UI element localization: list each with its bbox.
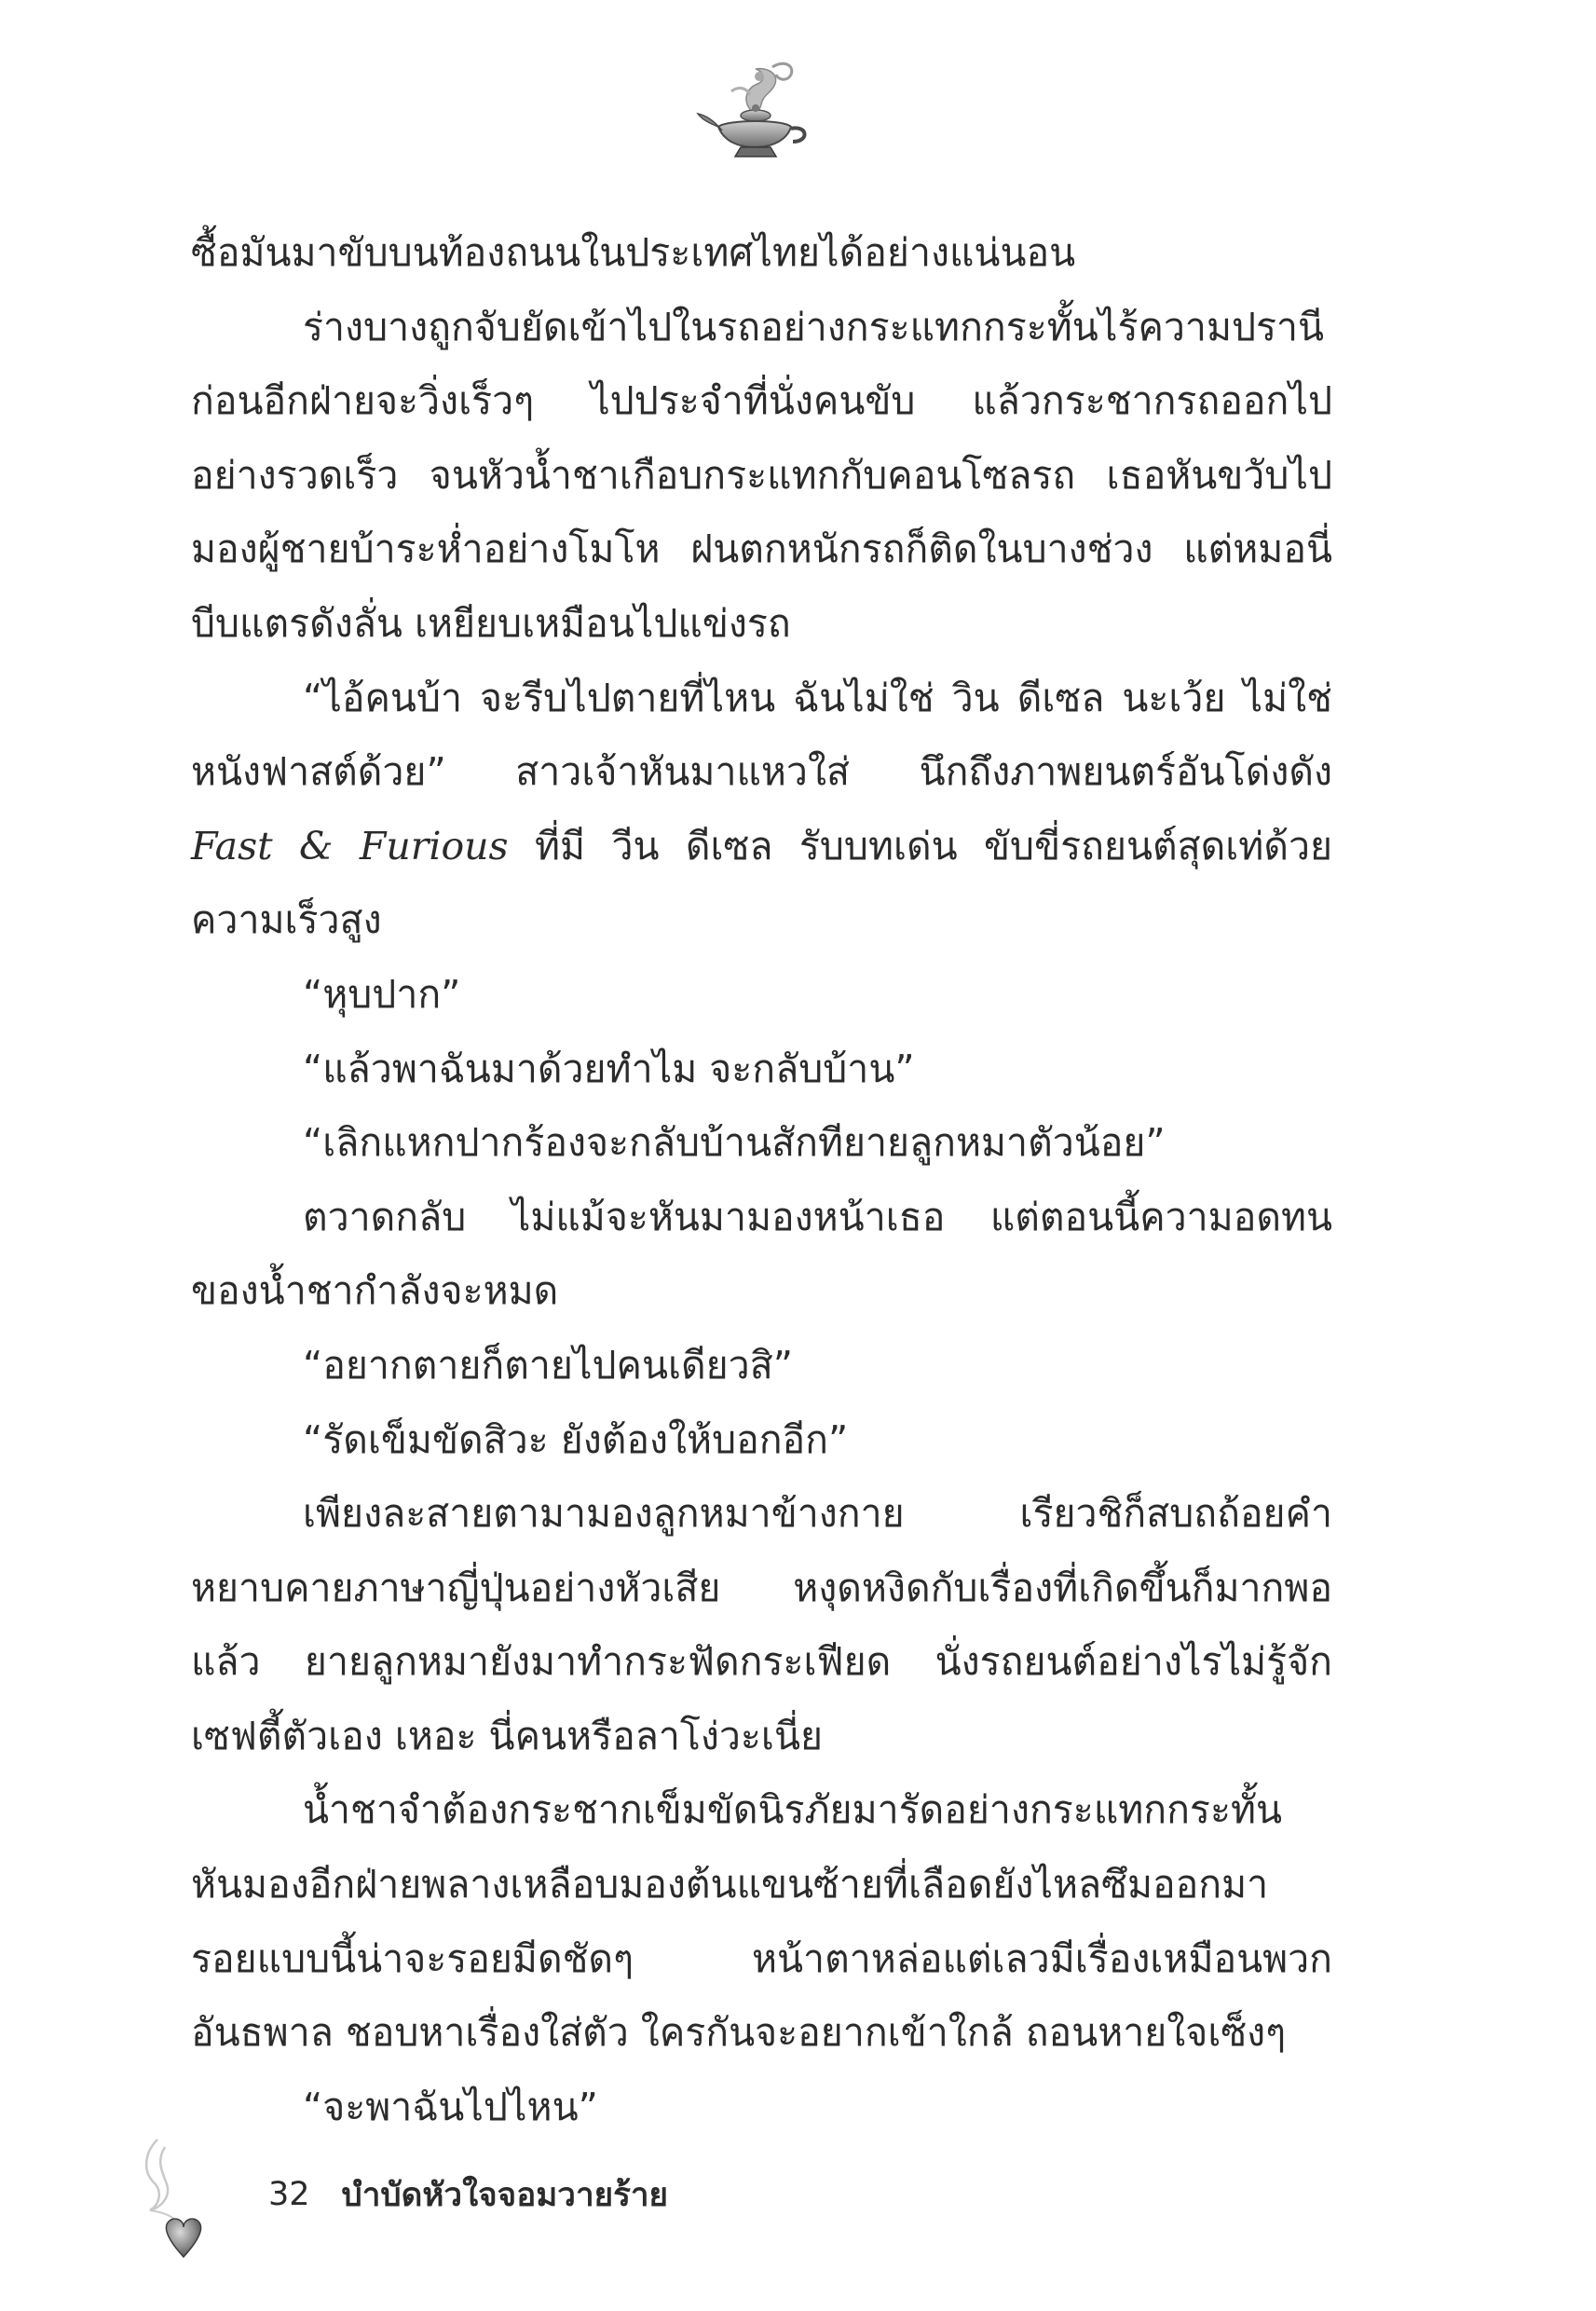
page-number: 32	[268, 2176, 310, 2213]
text-line: เพียงละสายตามามองลูกหมาข้างกาย เรียวชิก็สบถถ้อยคำ	[303, 1491, 1332, 1537]
text-line: “จะพาฉันไปไหน”	[303, 2084, 598, 2129]
page-footer	[268, 2167, 668, 2222]
text-line: น้ำชาจำต้องกระชากเข็มขัดนิรภัยมารัดอย่างกระแทกกระทั้น	[303, 1787, 1283, 1833]
text-line: ซื้อมันมาขับบนท้องถนนในประเทศไทยได้อย่างแน่นอน	[191, 230, 1076, 275]
genie-lamp-icon	[694, 54, 815, 166]
text-line: บีบแตรดังลั่น เหยียบเหมือนไปแข่งรถ	[191, 600, 791, 646]
text-line: เซฟตี้ตัวเอง เหอะ นี่คนหรือลาโง่วะเนี่ย	[191, 1713, 824, 1758]
text-line: หนังฟาสต์ด้วย” สาวเจ้าหันมาแหวใส่ นึกถึงภาพยนตร์อันโด่งดัง	[191, 749, 1332, 795]
chapter-body-text	[191, 216, 1332, 2144]
text-line: ความเร็วสูง	[191, 897, 382, 943]
text-line: รอยแบบนี้น่าจะรอยมีดชัดๆ หน้าตาหล่อแต่เลวมีเรื่องเหมือนพวก	[191, 1935, 1332, 1981]
text-line: อย่างรวดเร็ว จนหัวน้ำชาเกือบกระแทกกับคอนโซลรถ เธอหันขวับไป	[191, 452, 1332, 498]
text-line: “อยากตายก็ตายไปคนเดียวสิ”	[303, 1342, 793, 1388]
movie-title: Fast & Furious	[191, 823, 509, 868]
heart-pendant-icon	[126, 2134, 247, 2274]
text-line: ของน้ำชากำลังจะหมด	[191, 1268, 559, 1314]
text-line: ร่างบางถูกจับยัดเข้าไปในรถอย่างกระแทกกระทั้นไร้ความปรานี	[303, 304, 1325, 349]
text-line: หยาบคายภาษาญี่ปุ่นอย่างหัวเสีย หงุดหงิดกับเรื่องที่เกิดขึ้นก็มากพอ	[191, 1565, 1332, 1610]
text-line: อันธพาล ชอบหาเรื่องใส่ตัว ใครกันจะอยากเข้าใกล้ ถอนหายใจเซ็งๆ	[191, 2010, 1287, 2056]
text-line: “หุบปาก”	[303, 971, 461, 1017]
book-title: บำบัดหัวใจจอมวายร้าย	[341, 2176, 669, 2214]
text-line: ก่อนอีกฝ่ายจะวิ่งเร็วๆ ไปประจำที่นั่งคนขับ แล้วกระชากรถออกไป	[191, 378, 1332, 424]
text-line: “เลิกแหกปากร้องจะกลับบ้านสักทียายลูกหมาตัวน้อย”	[303, 1120, 1166, 1166]
text-line: “รัดเข็มขัดสิวะ ยังต้องให้บอกอีก”	[303, 1416, 849, 1462]
text-line: แล้ว ยายลูกหมายังมาทำกระฟัดกระเฟียด นั่งรถยนต์อย่างไรไม่รู้จัก	[191, 1639, 1332, 1685]
text-line: “ไอ้คนบ้า จะรีบไปตายที่ไหน ฉันไม่ใช่ วิน ดีเซล นะเว้ย ไม่ใช่	[303, 675, 1332, 720]
text-line: “แล้วพาฉันมาด้วยทำไม จะกลับบ้าน”	[303, 1046, 915, 1091]
text-line: มองผู้ชายบ้าระห่ำอย่างโมโห ฝนตกหนักรถก็ติดในบางช่วง แต่หมอนี่	[191, 526, 1332, 572]
text-line	[191, 810, 1332, 884]
text-line: ตวาดกลับ ไม่แม้จะหันมามองหน้าเธอ แต่ตอนนี้ความอดทน	[303, 1194, 1332, 1239]
text-line-rest: ที่มี วีน ดีเซล รับบทเด่น ขับขี่รถยนต์สุดเท่ด้วย	[508, 823, 1332, 868]
text-line: หันมองอีกฝ่ายพลางเหลือบมองต้นแขนซ้ายที่เลือดยังไหลซึมออกมา	[191, 1862, 1269, 1908]
